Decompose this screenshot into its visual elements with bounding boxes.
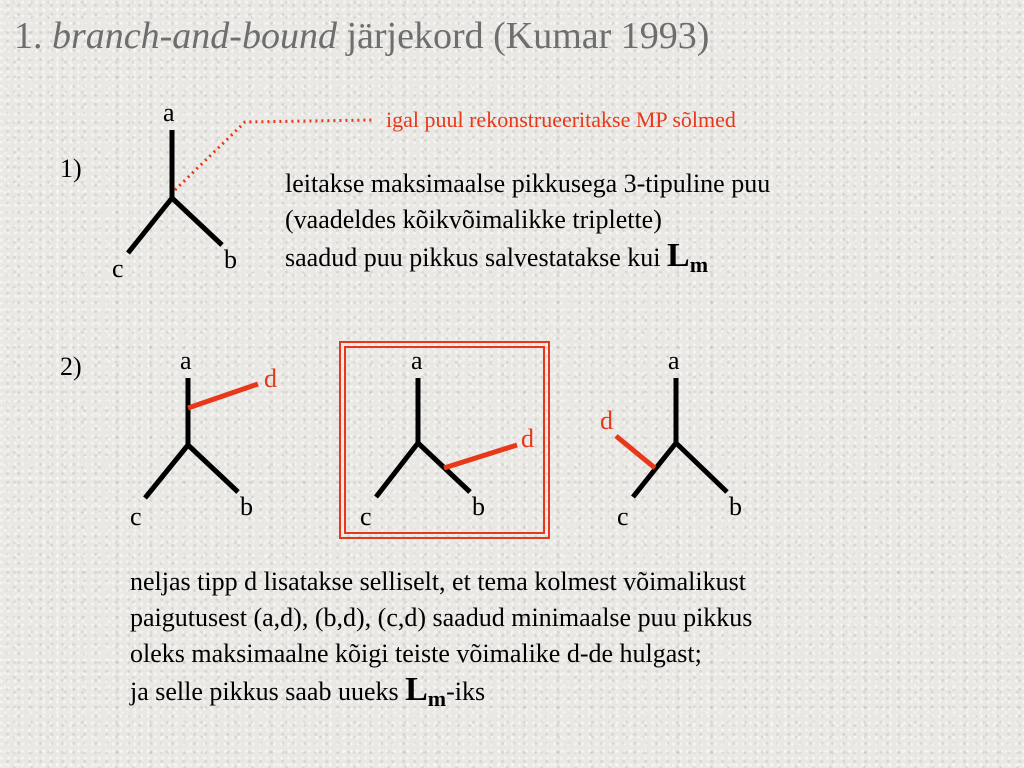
tree-3-label-b: b	[472, 492, 485, 521]
tree-2-edge-b	[188, 445, 238, 492]
step-2-symbol: L	[405, 671, 428, 708]
tree-4-label-d: d	[600, 406, 613, 435]
step-1-symbol-sub: m	[689, 252, 709, 277]
tree-4-label-c: c	[617, 502, 629, 531]
tree-3-label-c: c	[360, 502, 372, 531]
tree-3-edge-d	[444, 445, 517, 468]
tree-3-label-a: a	[411, 346, 423, 375]
tree-1-edge-b	[172, 198, 222, 245]
step-2-line-2: paigutusest (a,d), (b,d), (c,d) saadud minimaalse puu pikkus	[130, 603, 753, 632]
tree-2-edge-d	[188, 384, 258, 408]
tree-2-label-d: d	[264, 364, 277, 393]
step-2-line-3: oleks maksimaalne kõigi teiste võimalike d-de hulgast;	[130, 639, 702, 668]
step-1-note: igal puul rekonstrueeritakse MP sõlmed	[386, 107, 736, 132]
step-2-line-1: neljas tipp d lisatakse selliselt, et tema kolmest võimalikust	[130, 567, 746, 596]
step-1-text	[285, 166, 770, 283]
tree-1-label-a: a	[163, 98, 175, 127]
tree-1-edge-c	[128, 198, 172, 253]
tree-3-selection-box-inner	[345, 347, 544, 533]
step-1-number: 1)	[60, 154, 82, 183]
tree-4	[616, 378, 727, 497]
step-2-line-4-text: ja selle pikkus saab uueks	[130, 677, 399, 706]
title-italic: branch-and-bound	[52, 15, 337, 57]
step-1-symbol: L	[667, 237, 690, 274]
title-rest: järjekord (Kumar 1993)	[346, 15, 710, 57]
tree-2-label-b: b	[240, 492, 253, 521]
step-1-line-1: leitakse maksimaalse pikkusega 3-tipuline puu	[285, 169, 771, 198]
title-number: 1.	[14, 15, 43, 57]
tree-2-edge-c	[145, 445, 188, 498]
tree-2	[145, 378, 258, 498]
tree-4-edge-d	[616, 436, 655, 468]
tree-2-label-c: c	[130, 502, 142, 531]
tree-1-label-b: b	[224, 245, 237, 274]
tree-4-label-a: a	[668, 346, 680, 375]
step-2-number: 2)	[60, 352, 82, 381]
step-1-line-3-text: saadud puu pikkus salvestatakse kui	[285, 243, 661, 272]
tree-4-edge-c	[633, 443, 676, 497]
tree-3-edge-c	[376, 443, 418, 497]
step-1-line-3	[285, 238, 770, 283]
step-2-symbol-suffix: -iks	[446, 677, 486, 706]
tree-4-label-b: b	[729, 492, 742, 521]
tree-3-label-d: d	[521, 424, 534, 453]
tree-2-label-a: a	[180, 346, 192, 375]
tree-1-label-c: c	[112, 254, 124, 283]
step-2-text	[130, 564, 752, 717]
step-2-symbol-sub: m	[427, 686, 447, 711]
step-2-line-4	[130, 672, 752, 717]
tree-4-edge-b	[676, 443, 727, 492]
step-1-line-2: (vaadeldes kõikvõimalikke triplette)	[285, 205, 662, 234]
